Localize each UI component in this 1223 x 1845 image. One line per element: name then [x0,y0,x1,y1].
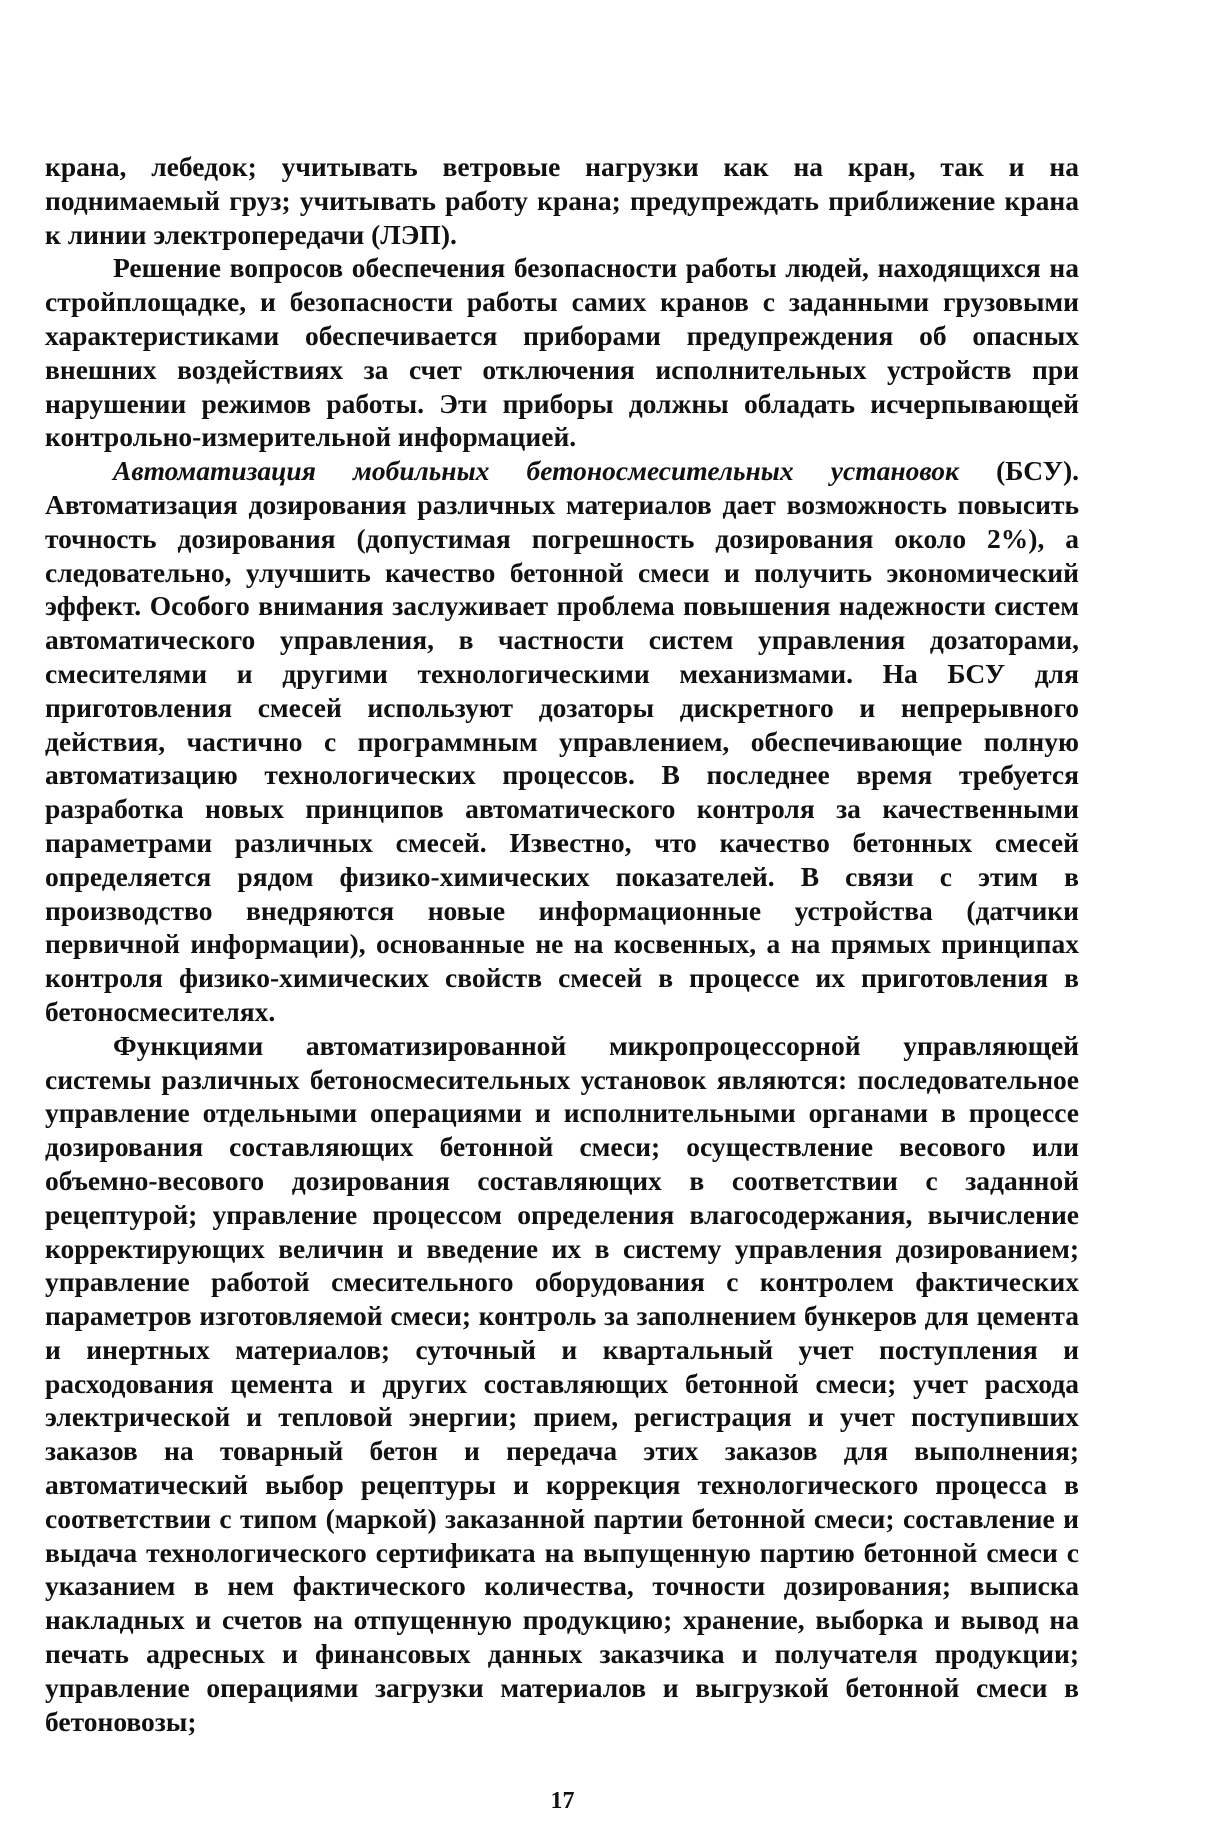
paragraph-2 [45,251,1079,454]
paragraph-3 [45,454,1079,1029]
paragraph-4 [45,1029,1079,1739]
paragraph-1 [45,150,1079,251]
paragraph-2-text: Решение вопросов обеспечения безопасности работы людей, находящихся на стройплощадке, и безопасности работы самих кранов с заданными грузовыми характеристиками обеспечивается приборами предупреждения об опасных внешних воздействиях за счет отключения исполнительных устройств при нарушении режимов работы. Эти приборы должны обладать исчерпывающей контрольно-измерительной информацией. [45,252,1079,453]
paragraph-3-lead: Автоматизация мобильных бетоносмесительных установок [113,455,959,487]
paragraph-4-text: Функциями автоматизированной микропроцессорной управляющей системы различных бетоносмесительных установок являются: последовательное управление отдельными операциями и исполнительными органами в процессе дозирования составляющих бетонной смеси; осуществление весового или объемно-весового дозирования составляющих в соответствии с заданной рецептурой; управление процессом определения влагосодержания, вычисление корректирующих величин и введение их в систему управления дозированием; управление работой смесительного оборудования с контролем фактических параметров изготовляемой смеси; контроль за заполнением бункеров для цемента и инертных материалов; суточный и квартальный учет поступления и расходования цемента и других составляющих бетонной смеси; учет расхода электрической и тепловой энергии; прием, регистрация и учет поступивших заказов на товарный бетон и передача этих заказов для выполнения; автоматический выбор рецептуры и коррекция технологического процесса в соответствии с типом (маркой) заказанной партии бетонной смеси; составление и выдача технологического сертификата на выпущенную партию бетонной смеси с указанием в нем фактического количества, точности дозирования; выписка накладных и счетов на отпущенную продукцию; хранение, выборка и вывод на печать адресных и финансовых данных заказчика и получателя продукции; управление операциями загрузки материалов и выгрузкой бетонной смеси в бетоновозы; [45,1029,1079,1737]
paragraph-1-text: крана, лебедок; учитывать ветровые нагрузки как на кран, так и на поднимаемый груз; учитывать работу крана; предупреждать приближение крана к линии электропередачи (ЛЭП). [45,151,1079,250]
page-number: 17 [550,1788,575,1814]
paragraph-3-text: (БСУ). Автоматизация дозирования различных материалов дает возможность повысить точность дозирования (допустимая погрешность дозирования около 2%), а следовательно, улучшить качество бетонной смеси и получить экономический эффект. Особого внимания заслуживает проблема повышения надежности систем автоматического управления, в частности систем управления дозаторами, смесителями и другими технологическими механизмами. На БСУ для приготовления смесей используют дозаторы дискретного и непрерывного действия, частично с программным управлением, обеспечивающие полную автоматизацию технологических процессов. В последнее время требуется разработка новых принципов автоматического контроля за качественными параметрами различных смесей. Известно, что качество бетонных смесей определяется рядом физико-химических показателей. В связи с этим в производство внедряются новые информационные устройства (датчики первичной информации), основанные не на косвенных, а на прямых принципах контроля физико-химических свойств смесей в процессе их приготовления в бетоносмесителях. [45,455,1079,1027]
body-text [45,150,1079,1738]
